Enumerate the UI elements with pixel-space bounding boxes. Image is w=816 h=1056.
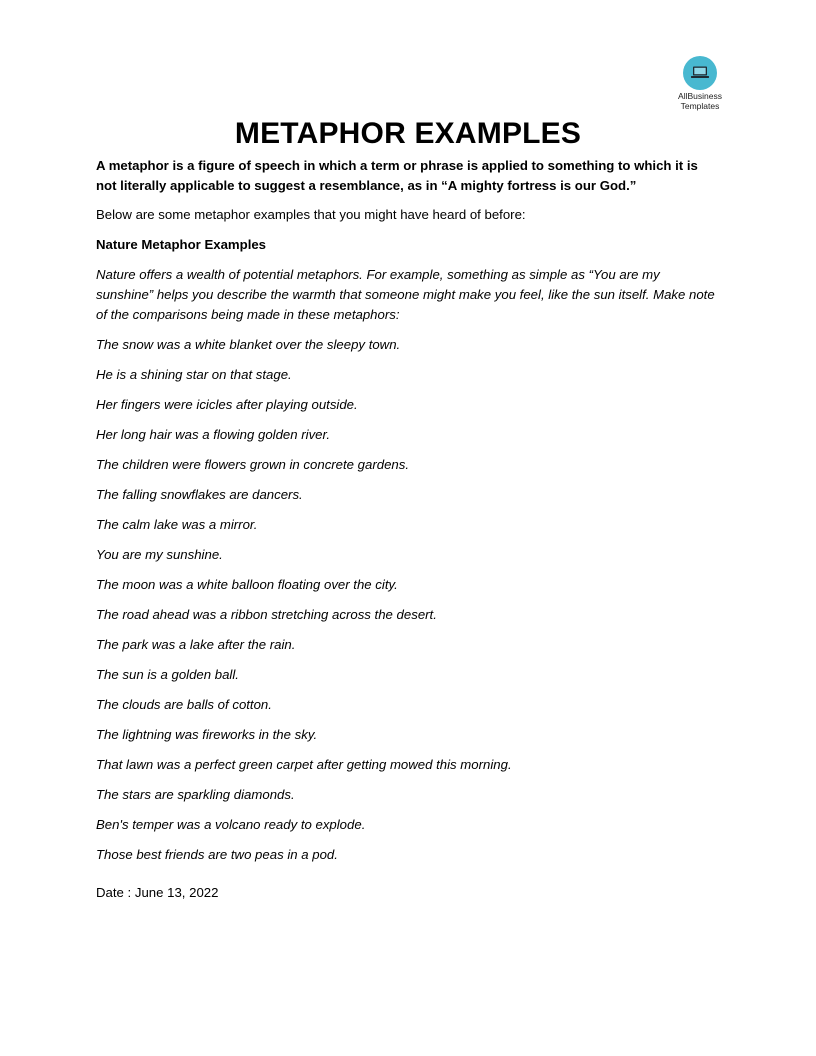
list-item: The lightning was fireworks in the sky. (96, 727, 318, 742)
list-item: The sun is a golden ball. (96, 667, 239, 682)
list-item: You are my sunshine. (96, 547, 223, 562)
laptop-icon (690, 65, 710, 80)
list-item: Those best friends are two peas in a pod. (96, 847, 338, 862)
list-item: The stars are sparkling diamonds. (96, 787, 295, 802)
section-description: Nature offers a wealth of potential metaphors. For example, something as simple as “You are my sunshine” helps you describe the warmth that someone might make you feel, like the sun itself. Make note of the comparisons being made in these metaphors: (96, 267, 715, 322)
list-item: The calm lake was a mirror. (96, 517, 258, 532)
allbusiness-templates-logo[interactable] (664, 56, 736, 111)
list-item: Her long hair was a flowing golden river. (96, 427, 331, 442)
list-item: The clouds are balls of cotton. (96, 697, 272, 712)
list-item: The snow was a white blanket over the sleepy town. (96, 337, 401, 352)
list-item: Ben's temper was a volcano ready to explode. (96, 817, 366, 832)
page-title: METAPHOR EXAMPLES (234, 117, 582, 150)
list-item: The park was a lake after the rain. (96, 637, 296, 652)
list-item: Her fingers were icicles after playing outside. (96, 397, 358, 412)
list-item: The children were flowers grown in concrete gardens. (96, 457, 409, 472)
list-item: That lawn was a perfect green carpet after getting mowed this morning. (96, 757, 512, 772)
document-body (96, 112, 720, 916)
list-item: The moon was a white balloon floating over the city. (96, 577, 398, 592)
logo-text (664, 91, 736, 111)
list-item: The falling snowflakes are dancers. (96, 487, 303, 502)
list-item: He is a shining star on that stage. (96, 367, 292, 382)
logo-text-line1: AllBusiness (678, 91, 722, 101)
section-heading: Nature Metaphor Examples (96, 237, 267, 252)
lead-paragraph: Below are some metaphor examples that you might have heard of before: (96, 207, 526, 222)
intro-paragraph: A metaphor is a figure of speech in which a term or phrase is applied to something to which it is not literally applicable to suggest a resemblance, as in “A mighty fortress is our God.” (96, 158, 698, 193)
logo-text-line2: Templates (680, 101, 720, 111)
examples-list (96, 335, 720, 865)
list-item: The road ahead was a ribbon stretching across the desert. (96, 607, 437, 622)
document-date: Date : June 13, 2022 (96, 885, 219, 900)
logo-circle (683, 56, 717, 90)
